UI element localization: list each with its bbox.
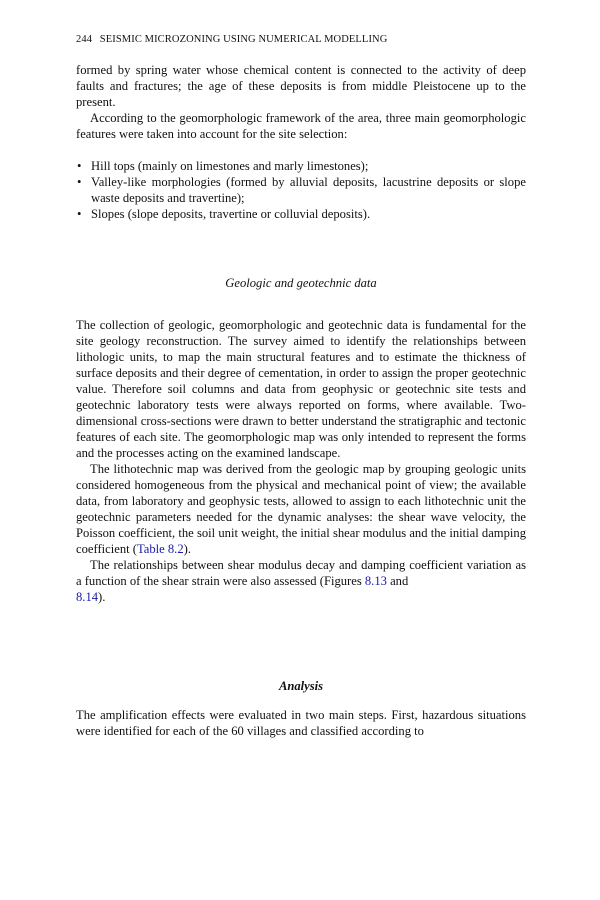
geo-paragraph-3-text: The relationships between shear modulus decay and damping coefficient variation as a function of the shear strain were also assessed (Figures	[76, 558, 526, 588]
figure-8-13-link[interactable]: 8.13	[364, 574, 387, 588]
bullet-text: Valley-like morphologies (formed by alluvial deposits, lacustrine deposits or slope waste deposits and travertine);	[91, 175, 526, 205]
bullet-icon: •	[77, 159, 82, 173]
running-title: SEISMIC MICROZONING USING NUMERICAL MODELLING	[99, 34, 388, 45]
bullet-text: Hill tops (mainly on limestones and marly limestones);	[91, 159, 369, 173]
geo-paragraph-3	[76, 557, 526, 605]
section-heading-geologic: Geologic and geotechnic data	[225, 276, 377, 290]
feature-bullet-list	[76, 158, 526, 222]
intro-paragraph-continued: formed by spring water whose chemical content is connected to the activity of deep faults and fractures; the age of these deposits is from middle Pleistocene up to the present.	[76, 63, 526, 109]
geo-paragraph-2	[76, 461, 526, 557]
geo-paragraph-2-end: ).	[183, 542, 191, 556]
bullet-icon: •	[77, 207, 82, 221]
bullet-icon: •	[77, 175, 82, 189]
bullet-item	[76, 174, 526, 206]
geo-paragraph-2-text: The lithotechnic map was derived from the geologic map by grouping geologic units considered homogeneous from the physical and mechanical point of view; the available data, from laboratory and geophysic tests, allowed to assign to each lithotechnic unit the geotechnic parameters needed for the dynamic analyses: the shear wave velocity, the Poisson coefficient, the soil unit weight, the initial shear modulus and the initial damping coefficient (	[76, 462, 526, 556]
intro-paragraph-framework: According to the geomorphologic framework of the area, three main geomorphologic features were taken into account for the site selection:	[76, 111, 526, 141]
analysis-paragraph-1: The amplification effects were evaluated in two main steps. First, hazardous situations were identified for each of the 60 villages and classified according to	[76, 708, 526, 738]
bullet-item	[76, 158, 526, 174]
table-8-2-link[interactable]: Table 8.2	[136, 542, 184, 556]
geo-paragraph-3-end: ).	[98, 590, 106, 604]
section-heading-analysis: Analysis	[278, 679, 324, 693]
bullet-item	[76, 206, 526, 222]
page-number: 244	[76, 34, 93, 45]
bullet-text: Slopes (slope deposits, travertine or colluvial deposits).	[91, 207, 371, 221]
page-body	[76, 34, 526, 739]
figure-8-14-link[interactable]: 8.14	[76, 590, 99, 604]
geo-paragraph-1: The collection of geologic, geomorphologic and geotechnic data is fundamental for the site geology reconstruction. The survey aimed to identify the relationships between lithologic units, to map the main structural features and to estimate the thickness of surface deposits and their degree of cementation, in order to assign the proper geotechnic value. Therefore soil columns and data from geophysic or geotechnic site tests and geotechnic laboratory tests were always reported on forms, where available. Two-dimensional cross-sections were drawn to better understand the stratigraphic and tectonic features of each site. The geomorphologic map was only intended to represent the forms and the processes acting on the examined landscape.	[76, 318, 526, 460]
running-header	[76, 34, 526, 45]
geo-paragraph-3-and: and	[386, 574, 409, 588]
